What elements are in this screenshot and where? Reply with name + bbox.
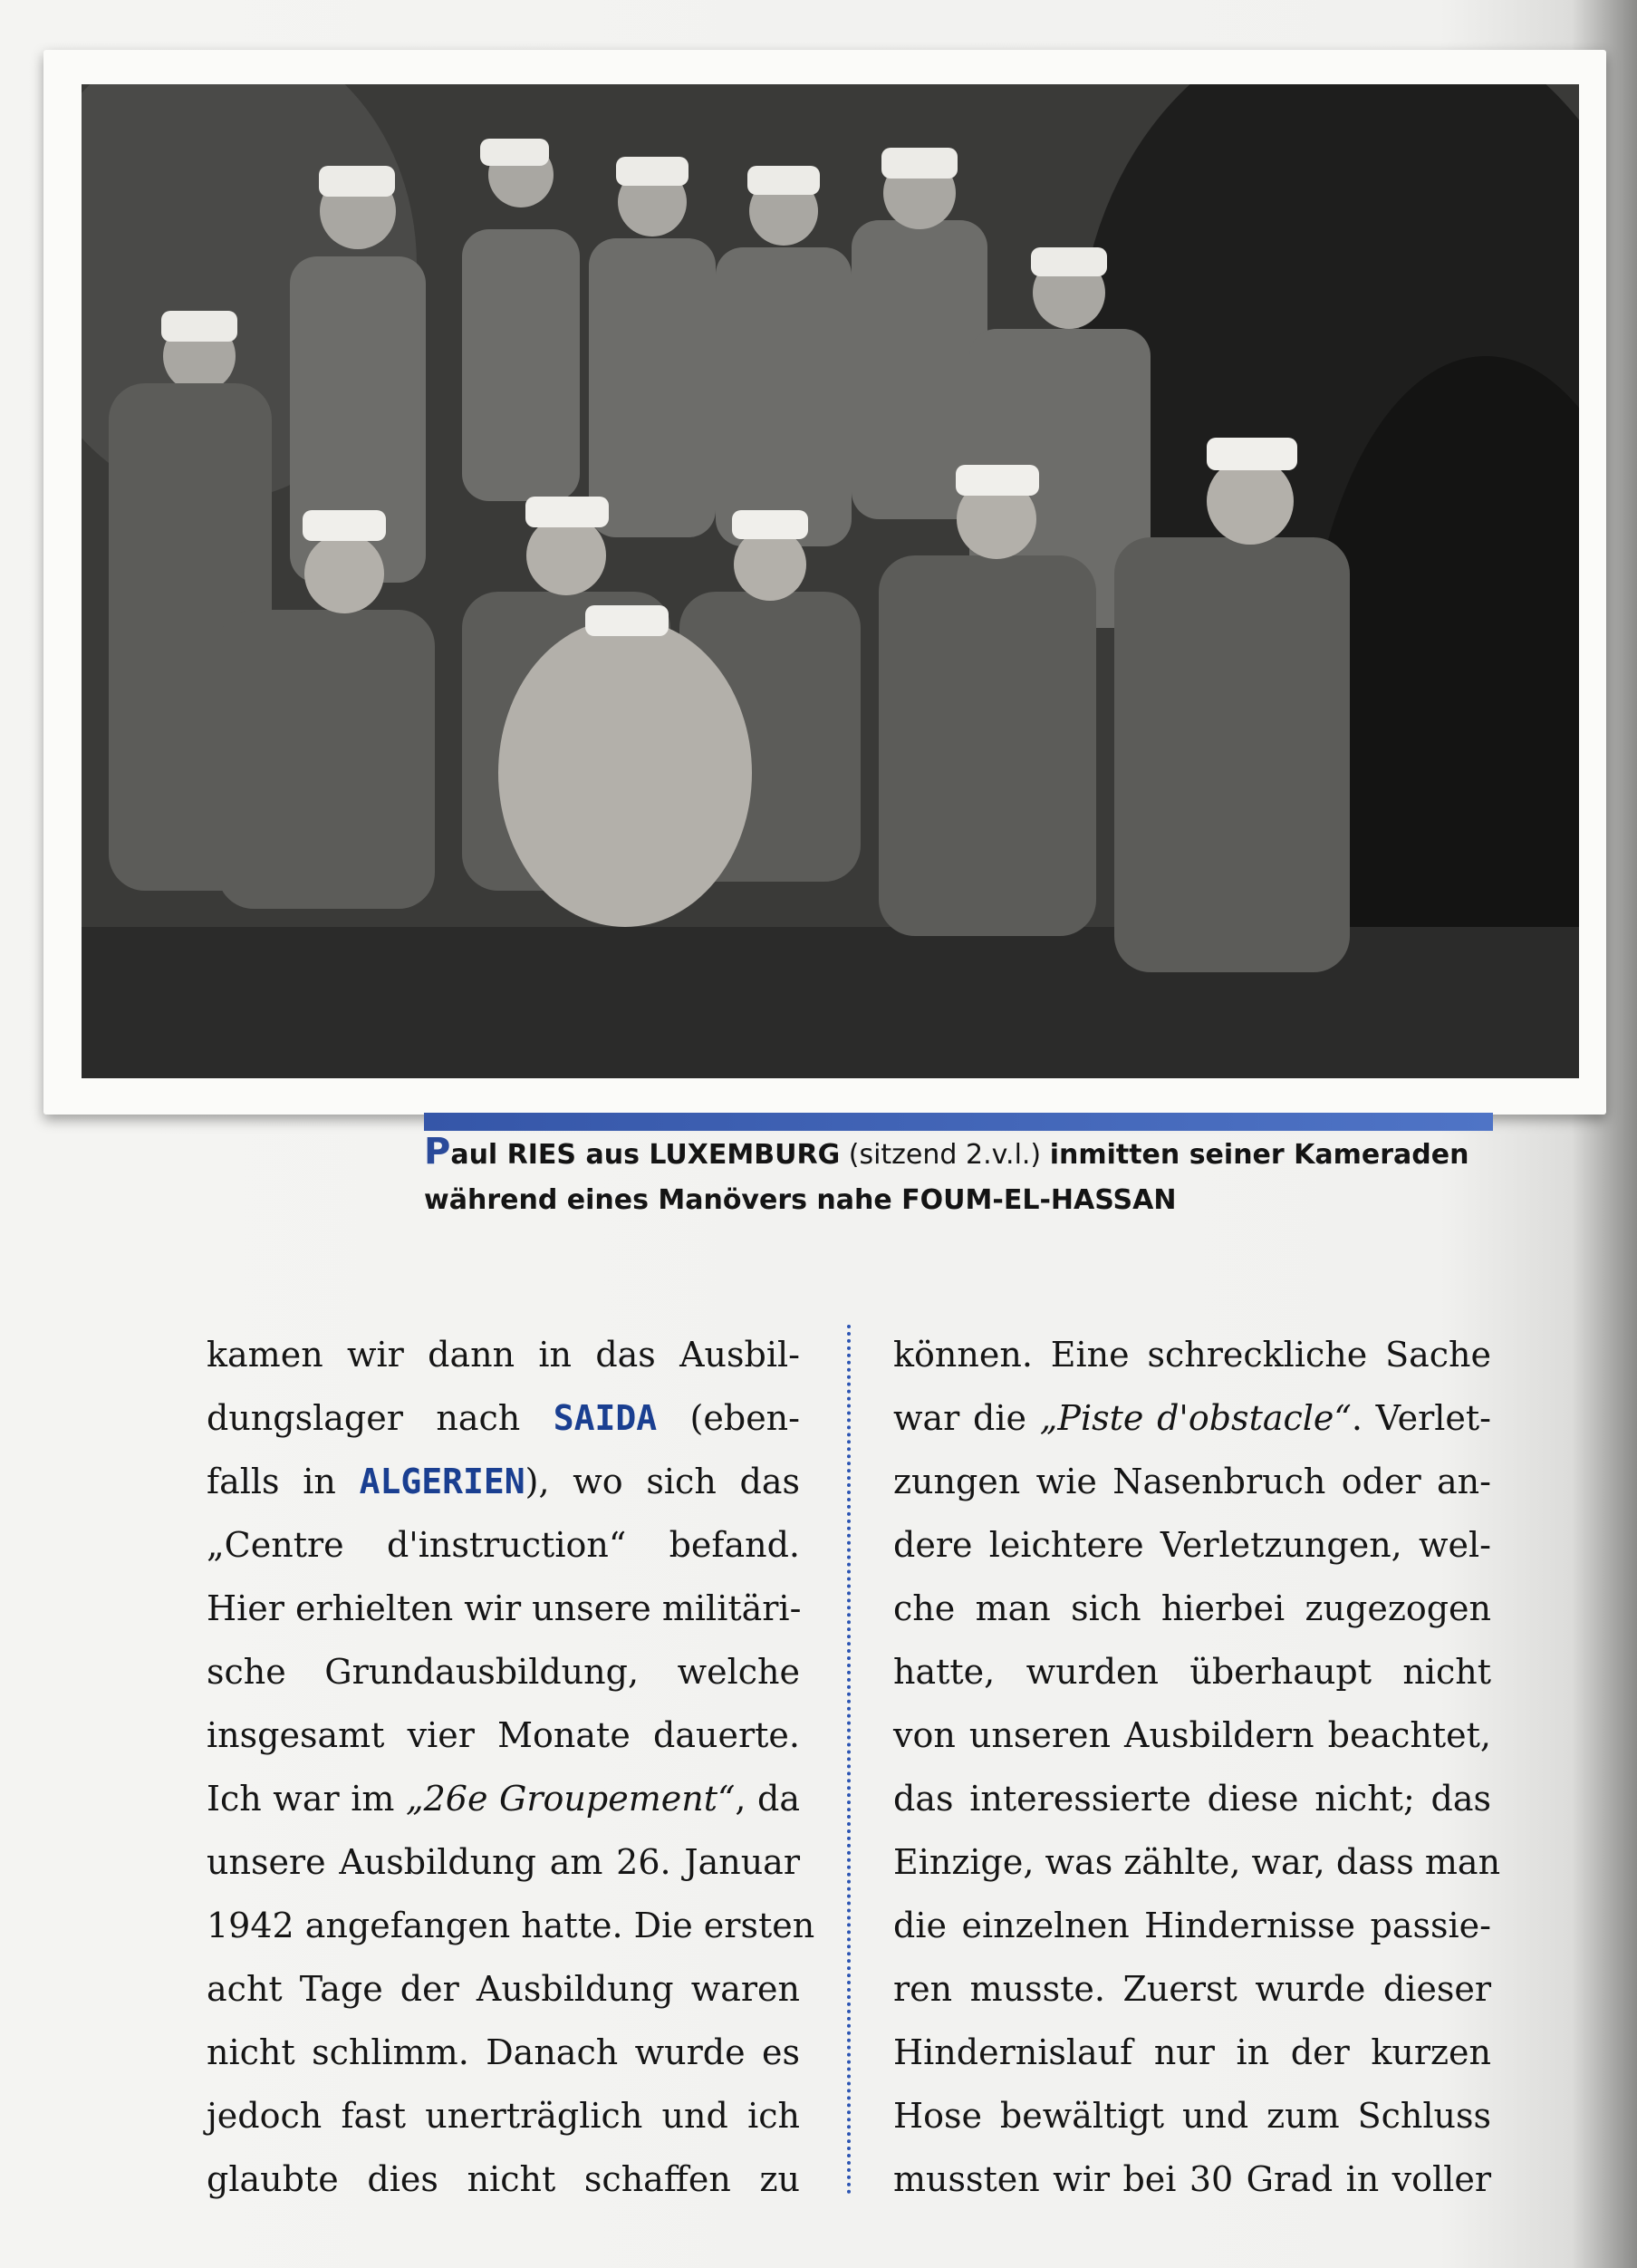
text-line bbox=[207, 1767, 800, 1830]
place-name-saida: SAIDA bbox=[553, 1398, 658, 1438]
place-name-algerien: ALGERIEN bbox=[359, 1462, 525, 1501]
text-line: „Centre d'instruction“ befand. bbox=[207, 1525, 800, 1565]
text-line: können. Eine schreckliche Sache bbox=[893, 1335, 1491, 1375]
text-line: sche Grundausbildung, welche bbox=[207, 1652, 800, 1692]
photo-frame bbox=[43, 50, 1606, 1115]
caption-name: aul RIES aus LUXEMBURG bbox=[450, 1139, 841, 1171]
text-line bbox=[893, 1386, 1491, 1450]
text-segment: , da bbox=[735, 1779, 800, 1819]
text-line: Hier erhielten wir unsere militäri- bbox=[207, 1588, 802, 1628]
caption-note: (sitzend 2.v.l.) bbox=[848, 1139, 1042, 1171]
text-segment: falls in bbox=[207, 1462, 360, 1501]
text-line: nicht schlimm. Danach wurde es bbox=[207, 2032, 800, 2072]
text-segment: (eben- bbox=[657, 1398, 800, 1438]
right-text-column bbox=[893, 1323, 1501, 2211]
text-line: glaubte dies nicht schaffen zu bbox=[207, 2159, 800, 2199]
text-line: kamen wir dann in das Ausbil- bbox=[207, 1335, 800, 1375]
italic-term: „Piste d'obstacle“ bbox=[1039, 1398, 1352, 1438]
text-line: acht Tage der Ausbildung waren bbox=[207, 1969, 800, 2009]
text-line: jedoch fast unerträglich und ich bbox=[207, 2096, 800, 2136]
text-line: Einzige, was zählte, war, dass man bbox=[893, 1842, 1501, 1882]
text-line: ren musste. Zuerst wurde dieser bbox=[893, 1969, 1491, 2009]
caption-line-2: während eines Manövers nahe FOUM-EL-HASSAN bbox=[424, 1184, 1177, 1216]
text-line: die einzelnen Hindernisse passie- bbox=[893, 1906, 1491, 1945]
text-line: hatte, wurden überhaupt nicht bbox=[893, 1652, 1491, 1692]
text-line bbox=[207, 1450, 800, 1513]
text-line: insgesamt vier Monate dauerte. bbox=[207, 1715, 800, 1755]
caption-initial: P bbox=[424, 1131, 451, 1173]
text-segment: war die bbox=[893, 1398, 1040, 1438]
text-segment: Ich war im bbox=[207, 1779, 406, 1819]
text-segment: . Verlet- bbox=[1351, 1398, 1491, 1438]
text-line: che man sich hierbei zugezogen bbox=[893, 1588, 1491, 1628]
caption-rest: inmitten seiner Kameraden bbox=[1049, 1139, 1469, 1171]
text-line: das interessierte diese nicht; das bbox=[893, 1779, 1491, 1819]
caption-line-1 bbox=[424, 1129, 1602, 1178]
column-divider bbox=[847, 1325, 851, 2195]
text-line: zungen wie Nasenbruch oder an- bbox=[893, 1462, 1491, 1501]
text-line: 1942 angefangen hatte. Die ersten bbox=[207, 1906, 815, 1945]
text-line: von unseren Ausbildern beachtet, bbox=[893, 1715, 1491, 1755]
caption-accent-bar bbox=[424, 1113, 1493, 1131]
text-line: Hindernislauf nur in der kurzen bbox=[893, 2032, 1491, 2072]
text-segment: dungslager nach bbox=[207, 1398, 554, 1438]
soldiers-photo-illustration bbox=[82, 84, 1579, 1078]
text-line: mussten wir bei 30 Grad in voller bbox=[893, 2159, 1491, 2199]
photo-caption bbox=[424, 1129, 1602, 1223]
text-line: dere leichtere Verletzungen, wel- bbox=[893, 1525, 1491, 1565]
left-text-column bbox=[207, 1323, 815, 2211]
group-photo bbox=[82, 84, 1579, 1078]
text-line: Hose bewältigt und zum Schluss bbox=[893, 2096, 1491, 2136]
italic-term: „26e Groupement“ bbox=[405, 1779, 736, 1819]
text-line bbox=[207, 1386, 800, 1450]
text-segment: ), wo sich das bbox=[525, 1462, 801, 1501]
text-line: unsere Ausbildung am 26. Januar bbox=[207, 1842, 800, 1882]
